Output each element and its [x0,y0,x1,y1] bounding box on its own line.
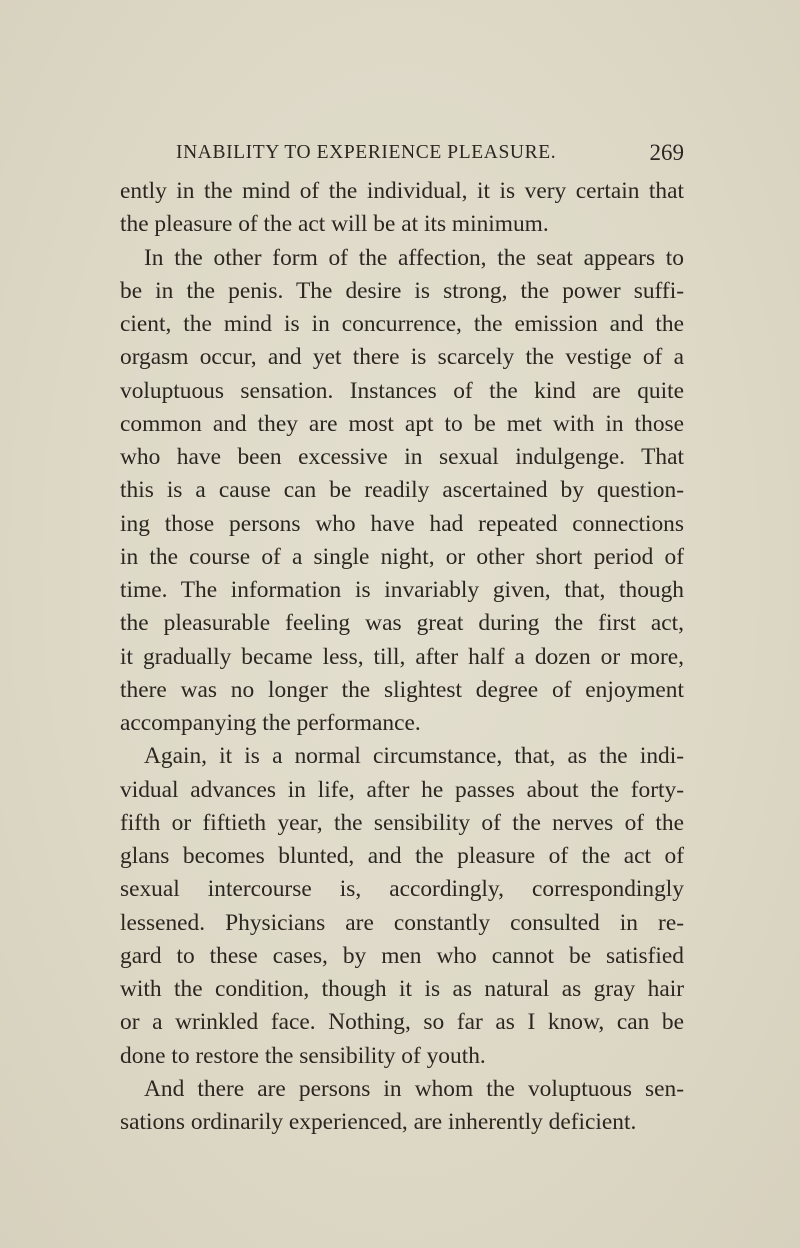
text-line: this is a cause can be readily ascertained by question- [120,477,684,504]
body-text [120,175,684,1139]
text-line: vidual advances in life, after he passes about the forty- [120,776,684,803]
text-line: orgasm occur, and yet there is scarcely the vestige of a [120,344,684,371]
text-line: it gradually became less, till, after half a dozen or more, [120,643,684,670]
text-line: cient, the mind is in concurrence, the emission and the [120,311,684,337]
text-line: In the other form of the affection, the seat appears to [144,244,684,271]
text-line: there was no longer the slightest degree of enjoyment [120,676,684,703]
text-line: accompanying the performance. [120,710,421,736]
running-title: INABILITY TO EXPERIENCE PLEASURE. [176,142,557,163]
text-line: be in the penis. The desire is strong, the power suffi- [120,277,684,304]
running-head [120,136,684,170]
text-line: who have been excessive in sexual indulgenge. That [120,444,684,470]
text-line: gard to these cases, by men who cannot be satisfied [120,942,684,969]
text-line: or a wrinkled face. Nothing, so far as I know, can be [120,1009,684,1036]
text-line: sations ordinarily experienced, are inherently deficient. [120,1109,637,1135]
text-line: glans becomes blunted, and the pleasure of the act of [120,843,684,869]
text-line: the pleasure of the act will be at its minimum. [120,211,549,238]
text-line: fifth or fiftieth year, the sensibility of the nerves of the [120,809,684,836]
page-number: 269 [649,140,684,165]
text-line: sexual intercourse is, accordingly, correspondingly [120,876,684,903]
text-line: done to restore the sensibility of youth. [120,1042,486,1069]
text-line: ently in the mind of the individual, it is very certain that [120,178,684,204]
text-line: common and they are most apt to be met with in those [120,410,684,437]
text-line: ing those persons who have had repeated connections [120,510,684,537]
text-line: with the condition, though it is as natural as gray hair [120,976,684,1002]
text-line: voluptuous sensation. Instances of the kind are quite [120,377,684,404]
text-line: Again, it is a normal circumstance, that, as the indi- [144,743,684,770]
text-line: lessened. Physicians are constantly consulted in re- [120,909,684,936]
text-line: time. The information is invariably given, that, though [120,577,684,603]
text-line: the pleasurable feeling was great during the first act, [120,610,684,637]
text-line: And there are persons in whom the voluptuous sen- [144,1075,684,1102]
text-line: in the course of a single night, or other short period of [120,543,684,570]
